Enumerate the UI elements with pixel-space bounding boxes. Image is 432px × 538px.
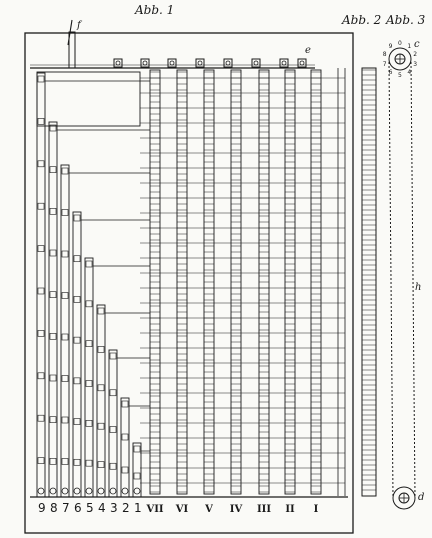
- sprocket-digit: 4: [407, 68, 412, 76]
- sprocket-digit: 6: [388, 68, 393, 76]
- bottom-digit-labels: [38, 501, 142, 515]
- roman-label: II: [285, 504, 295, 515]
- digit-slide: [37, 73, 150, 497]
- top-knob: [141, 59, 149, 67]
- letter-e: e: [305, 45, 311, 56]
- chain-column: [311, 70, 321, 494]
- digit-slide: [85, 258, 150, 497]
- roman-label: V: [205, 504, 213, 515]
- abb1-caption: Abb. 1: [135, 3, 175, 17]
- digit-label: 2: [122, 501, 130, 515]
- digit-slide-group: [37, 73, 150, 497]
- top-knob: [196, 59, 204, 67]
- sprocket-digit: 8: [382, 51, 387, 59]
- roman-column-group: [150, 70, 321, 494]
- chain-column: [204, 70, 214, 494]
- abb2-caption: Abb. 2: [342, 13, 382, 27]
- sprocket-digit: 9: [388, 43, 393, 51]
- top-knob: [298, 59, 306, 67]
- sprocket-digit: 5: [398, 72, 402, 79]
- roman-label: IV: [229, 504, 243, 515]
- sprocket-digit: 7: [382, 60, 387, 68]
- letter-f: f: [77, 20, 81, 31]
- digit-label: 5: [86, 501, 94, 515]
- digit-label: 6: [74, 501, 82, 515]
- letter-c: c: [414, 39, 420, 50]
- top-knob-row: [114, 59, 306, 67]
- digit-label: 1: [134, 501, 142, 515]
- roman-label: III: [256, 504, 272, 515]
- horizontal-rod-group: [140, 78, 345, 483]
- abb3-caption: Abb. 3: [386, 13, 426, 27]
- abb2-rack: [338, 68, 376, 496]
- roman-label: I: [313, 504, 319, 515]
- digit-label: 4: [98, 501, 106, 515]
- digit-label: 9: [38, 501, 46, 515]
- chain-column: [285, 70, 295, 494]
- digit-label: 8: [50, 501, 58, 515]
- digit-slide: [109, 350, 150, 497]
- digit-slide: [121, 398, 150, 497]
- letter-h: h: [415, 282, 422, 293]
- roman-label: VII: [146, 504, 164, 515]
- sprocket-digit: 1: [407, 43, 412, 51]
- top-knob: [252, 59, 260, 67]
- chain-column: [231, 70, 241, 494]
- letter-d: d: [418, 492, 425, 503]
- top-knob: [168, 59, 176, 67]
- digit-label: 3: [110, 501, 118, 515]
- digit-slide: [49, 122, 150, 497]
- chain-column: [177, 70, 187, 494]
- slide-housing: [37, 72, 140, 126]
- lever-f: [68, 20, 83, 68]
- top-knob: [114, 59, 122, 67]
- top-knob: [224, 59, 232, 67]
- roman-numeral-labels: [145, 504, 318, 515]
- rack-body: [362, 68, 376, 496]
- chain-column: [259, 70, 269, 494]
- digit-label: 7: [62, 501, 70, 515]
- roman-label: VI: [175, 504, 189, 515]
- digit-slide: [133, 443, 150, 497]
- sprocket-digit: 0: [398, 40, 402, 47]
- abb3-chain: [383, 39, 425, 509]
- chain-column: [150, 70, 160, 494]
- sprocket-digit: 3: [413, 60, 418, 68]
- sprocket-digit: 2: [413, 51, 418, 59]
- top-knob: [280, 59, 288, 67]
